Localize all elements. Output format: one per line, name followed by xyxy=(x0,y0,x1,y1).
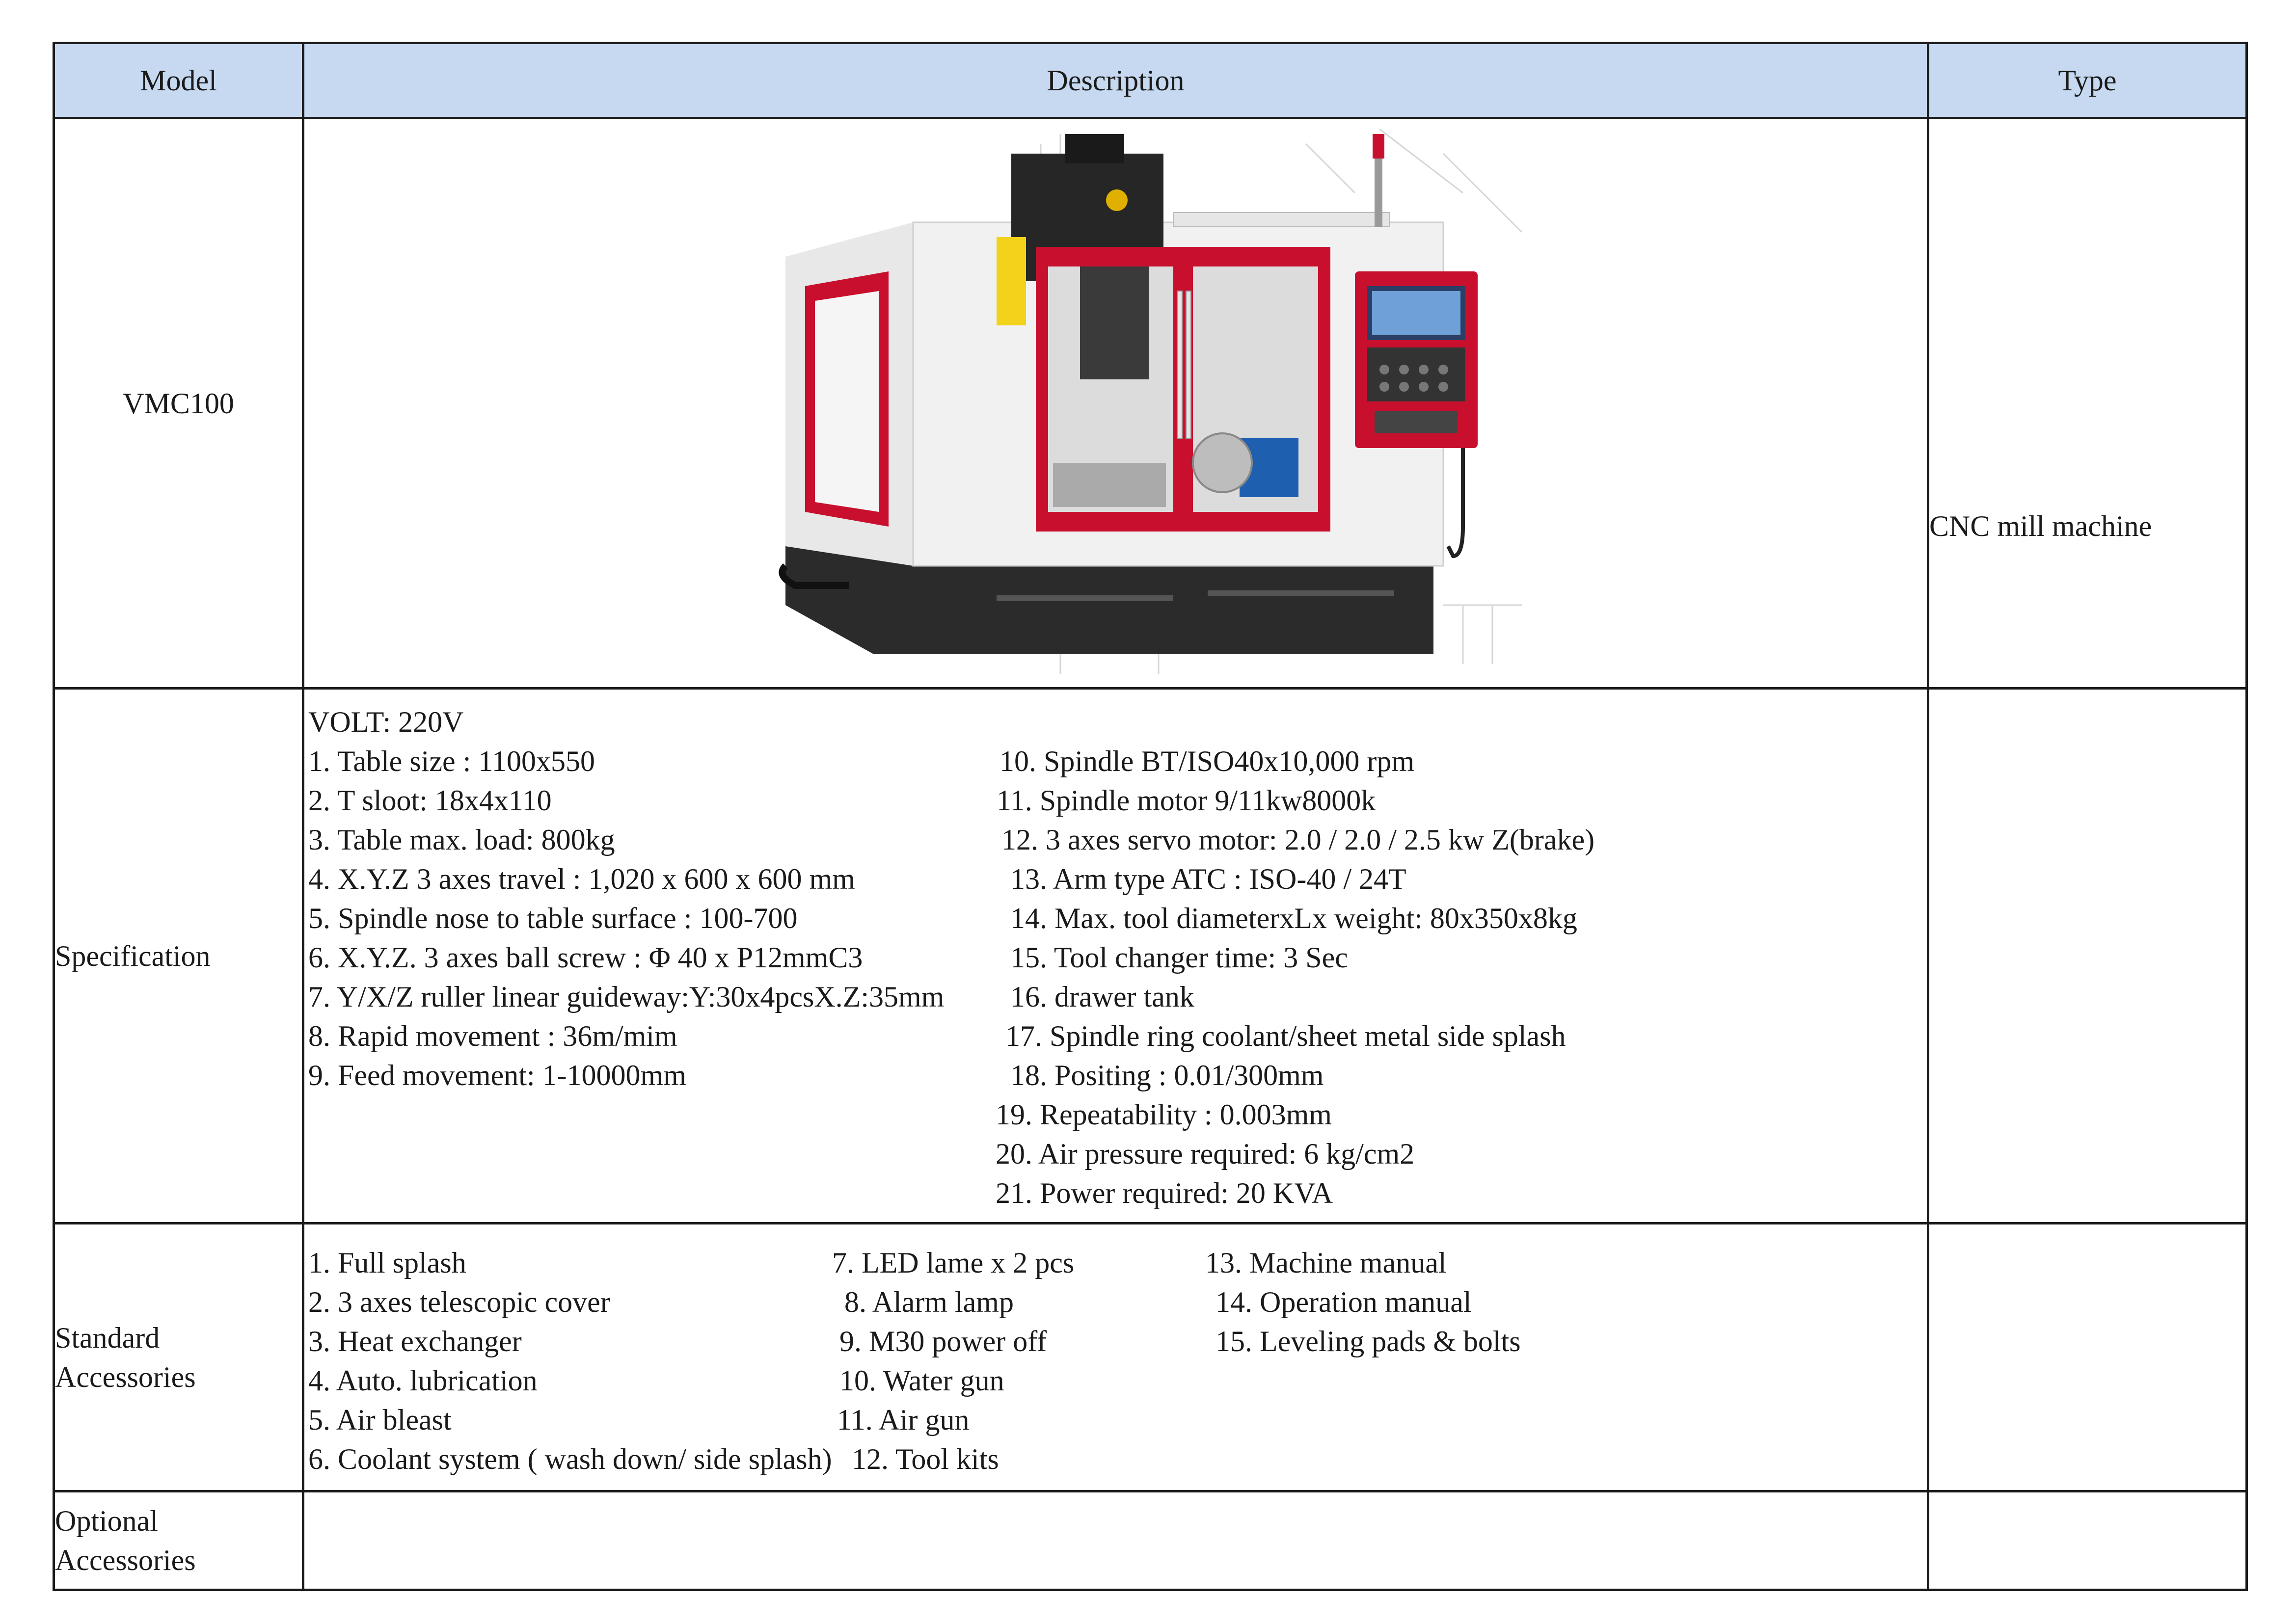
accessory-item: 9. M30 power off xyxy=(839,1325,1047,1357)
accessory-item: 13. Machine manual xyxy=(1205,1247,1447,1279)
spec-item: 1. Table size : 1100x550 xyxy=(308,745,595,777)
optional-accessories-row xyxy=(54,1491,2247,1590)
accessory-item: 1. Full splash xyxy=(308,1247,466,1279)
optional-accessories-label xyxy=(54,1491,303,1590)
spec-item: 11. Spindle motor 9/11kw8000k xyxy=(997,784,1376,817)
spec-item: 16. drawer tank xyxy=(1010,981,1194,1013)
spec-item: 6. X.Y.Z. 3 axes ball screw : Φ 40 x P12mmC3 xyxy=(308,941,863,974)
model-name: VMC100 xyxy=(54,118,303,689)
specification-label: Specification xyxy=(54,689,303,1224)
spec-volt: VOLT: 220V xyxy=(308,706,464,738)
header-model: Model xyxy=(54,43,303,118)
accessory-item: 10. Water gun xyxy=(839,1364,1004,1397)
standard-label-line2: Accessories xyxy=(55,1360,196,1393)
standard-accessories-type-cell xyxy=(1928,1224,2247,1491)
spec-item: 8. Rapid movement : 36m/mim xyxy=(308,1020,677,1052)
optional-label-line1: Optional xyxy=(55,1505,158,1537)
accessory-item: 14. Operation manual xyxy=(1216,1286,1472,1318)
type-cell xyxy=(1928,118,2247,689)
spec-item: 12. 3 axes servo motor: 2.0 / 2.0 / 2.5 kw Z(brake) xyxy=(1001,824,1595,856)
spec-item: 7. Y/X/Z ruller linear guideway:Y:30x4pcsX.Z:35mm xyxy=(308,981,945,1013)
spec-item: 3. Table max. load: 800kg xyxy=(308,824,615,856)
spec-item: 20. Air pressure required: 6 kg/cm2 xyxy=(996,1138,1415,1170)
accessory-item: 2. 3 axes telescopic cover xyxy=(308,1286,610,1318)
spec-item: 21. Power required: 20 KVA xyxy=(996,1177,1333,1209)
optional-label-line2: Accessories xyxy=(55,1544,196,1576)
spec-item: 13. Arm type ATC : ISO-40 / 24T xyxy=(1010,863,1406,895)
accessory-item: 11. Air gun xyxy=(837,1404,970,1436)
specification-row xyxy=(54,689,2247,1224)
spec-item: 15. Tool changer time: 3 Sec xyxy=(1010,941,1348,974)
accessory-item: 15. Leveling pads & bolts xyxy=(1216,1325,1521,1357)
spec-item: 10. Spindle BT/ISO40x10,000 rpm xyxy=(999,745,1415,777)
standard-label-line1: Standard xyxy=(55,1321,160,1354)
spec-item: 9. Feed movement: 1-10000mm xyxy=(308,1059,686,1091)
header-row xyxy=(54,43,2247,118)
spec-item: 5. Spindle nose to table surface : 100-700 xyxy=(308,902,798,934)
optional-accessories-description xyxy=(303,1491,1928,1590)
standard-accessories-list xyxy=(303,1224,1928,1491)
spec-item: 4. X.Y.Z 3 axes travel : 1,020 x 600 x 600 mm xyxy=(308,863,855,895)
accessory-item: 12. Tool kits xyxy=(852,1443,999,1475)
specification-type-cell xyxy=(1928,689,2247,1224)
optional-accessories-type-cell xyxy=(1928,1491,2247,1590)
standard-accessories-row xyxy=(54,1224,2247,1491)
accessory-item: 8. Alarm lamp xyxy=(844,1286,1014,1318)
header-description: Description xyxy=(303,43,1928,118)
accessory-item: 7. LED lame x 2 pcs xyxy=(832,1247,1075,1279)
accessory-item: 3. Heat exchanger xyxy=(308,1325,522,1357)
accessory-item: 6. Coolant system ( wash down/ side splash) xyxy=(308,1443,832,1475)
spec-sheet-table xyxy=(53,42,2248,1591)
cnc-machine-image xyxy=(766,124,1522,684)
spec-item: 2. T sloot: 18x4x110 xyxy=(308,784,552,817)
accessory-item: 4. Auto. lubrication xyxy=(308,1364,538,1397)
standard-accessories-label xyxy=(54,1224,303,1491)
spec-item: 14. Max. tool diameterxLx weight: 80x350x8kg xyxy=(1010,902,1577,934)
header-type: Type xyxy=(1928,43,2247,118)
product-image-cell xyxy=(303,118,1928,689)
model-row xyxy=(54,118,2247,689)
spec-item: 19. Repeatability : 0.003mm xyxy=(996,1098,1332,1131)
accessory-item: 5. Air bleast xyxy=(308,1404,452,1436)
specification-list xyxy=(303,689,1928,1224)
spec-item: 17. Spindle ring coolant/sheet metal side splash xyxy=(1005,1020,1566,1052)
machine-type: CNC mill machine xyxy=(1929,509,2152,542)
spec-item: 18. Positing : 0.01/300mm xyxy=(1010,1059,1324,1091)
